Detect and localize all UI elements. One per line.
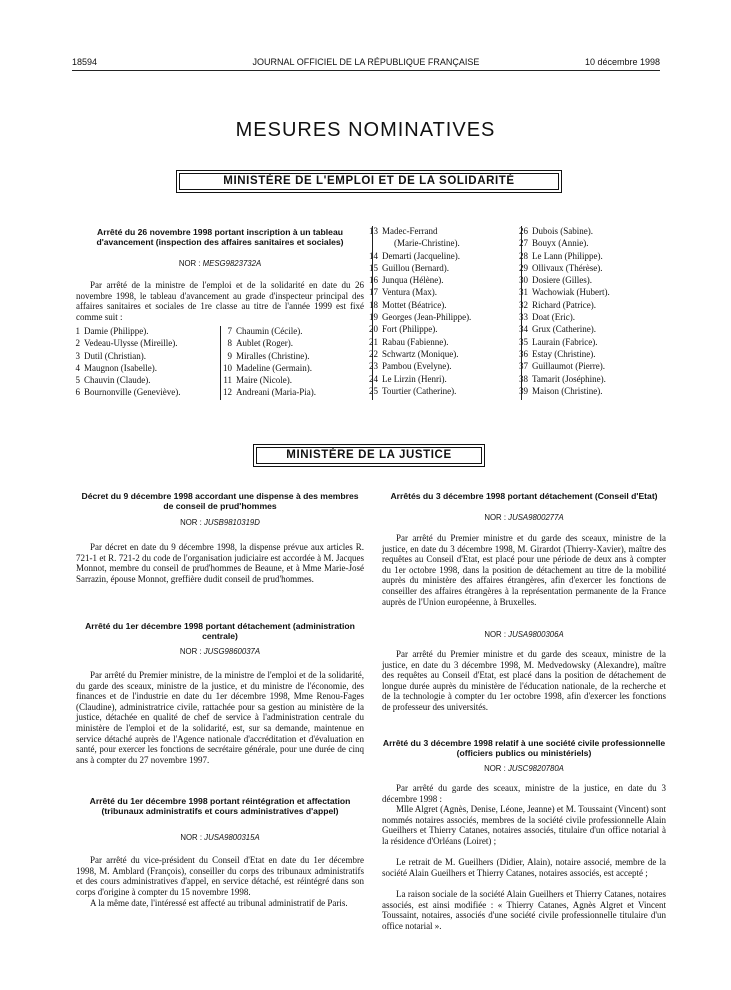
rank-number: 10	[223, 362, 232, 373]
rank-number: 6	[75, 387, 80, 398]
list-item	[64, 374, 214, 386]
list-item	[216, 337, 366, 349]
person-name: Dubois (Sabine).	[532, 226, 593, 236]
list-item	[64, 362, 214, 374]
person-name: Rabau (Fabienne).	[382, 336, 449, 347]
person-name: Le Lirzin (Henri).	[382, 373, 447, 384]
person-name: Tourtier (Catherine).	[382, 385, 457, 396]
article-title: Arrêté du 1er décembre 1998 portant réintégration et affectation (tribunaux administratifs et cours administratives d'appel)	[89, 796, 351, 816]
list-item	[362, 360, 512, 372]
article-title: Décret du 9 décembre 1998 accordant une dispense à des membres de conseil de prud'hommes	[81, 491, 359, 511]
list-item	[512, 286, 672, 298]
nor-reference: NOR : JUSA9800306A	[484, 630, 564, 639]
person-name: Madec-Ferrand	[382, 226, 438, 236]
rank-number: 28	[519, 250, 528, 261]
person-name: Tamarit (Joséphine).	[532, 373, 606, 384]
list-item	[362, 274, 512, 286]
journal-title: JOURNAL OFFICIEL DE LA RÉPUBLIQUE FRANÇAISE	[252, 57, 480, 67]
rank-number: 16	[369, 275, 378, 286]
list-item	[362, 286, 512, 298]
article-paragraph: La raison sociale de la société Alain Gueilhers et Thierry Catanes, notaires associés, est ainsi modifiée : « Thierry Catanes, Agnès Algret et Vincent Toussaint, notaires, associés d'une société civile professionnelle titulaire d'un office notarial ».	[382, 889, 666, 931]
person-name: Demarti (Jacqueline).	[382, 250, 460, 261]
person-name: Bournonville (Geneviève).	[84, 387, 181, 398]
person-name: Dosiere (Gilles).	[532, 275, 592, 286]
list-item	[362, 237, 512, 249]
rank-number: 1	[75, 326, 80, 336]
rank-number: 25	[369, 385, 378, 396]
rank-number: 23	[369, 361, 378, 372]
list-item	[362, 311, 512, 323]
article-title: Arrêté du 1er décembre 1998 portant détachement (administration centrale)	[85, 621, 355, 641]
nor-reference: NOR : JUSC9820780A	[484, 764, 564, 773]
rank-number: 31	[519, 287, 528, 298]
list-item	[512, 360, 672, 372]
list-item	[362, 225, 512, 237]
list-item	[512, 336, 672, 348]
person-name: Aublet (Roger).	[236, 338, 293, 349]
person-name: Laurain (Fabrice).	[532, 336, 598, 347]
person-name: Doat (Eric).	[532, 312, 575, 323]
person-name: Damie (Philippe).	[84, 326, 149, 336]
page-number: 18594	[72, 57, 98, 67]
rank-number: 2	[75, 338, 80, 349]
article-paragraph: Le retrait de M. Gueilhers (Didier, Alain), notaire associé, membre de la société Alain Gueilhers et Thierry Catanes, notaires associés, est accepté ;	[382, 857, 666, 878]
list-item	[64, 337, 214, 349]
list-item	[512, 373, 672, 385]
person-name: Mottet (Béatrice).	[382, 299, 447, 310]
person-name: Richard (Patrice).	[532, 299, 596, 310]
list-item	[512, 385, 672, 397]
article-paragraph: Par arrêté du Premier ministre, de la ministre de l'emploi et de la solidarité, du garde des sceaux, ministre de la justice, et du ministre de l'économie, des finances et de l'industrie en date du 1er décembre 1998, Mme Renou-Fages (Claudine), administratrice civile, rattachée pour sa gestion au ministère de la justice, détachée en qualité de chef de service à l'administration centrale du ministère de l'emploi et de la solidarité, est, sur sa demande, maintenue en service détaché auprès de l'Agence nationale d'accréditation et d'évaluation en santé, pour exercer les fonctions de secrétaire générale, pour une durée de cinq ans à compter du 27 novembre 1997.	[76, 670, 364, 765]
nor-reference: NOR : JUSG9860037A	[179, 647, 261, 656]
list-item	[512, 274, 672, 286]
rank-number: 3	[75, 350, 80, 361]
rank-number: 24	[369, 373, 378, 384]
rank-number: 5	[75, 375, 80, 386]
list-item	[512, 323, 672, 335]
person-name: Vedeau-Ulysse (Mireille).	[84, 338, 178, 349]
nor-reference: NOR : JUSB9810319D	[180, 518, 260, 527]
rank-number: 19	[369, 312, 378, 323]
rank-number: 13	[369, 226, 378, 236]
person-name: Guillou (Bernard).	[382, 262, 449, 273]
person-name: Schwartz (Monique).	[382, 348, 459, 359]
article-paragraph: Par arrêté du Premier ministre et du garde des sceaux, ministre de la justice, en date du 3 décembre 1998, M. Girardot (Thierry-Xavier), maître des requêtes au Conseil d'Etat, est placé pour une période de deux ans à compter du 1er octobre 1998, dans la position de détachement au titre de la mobilité auprès du ministère des affaires étrangères, afin d'exercer les fonctions de conseiller des affaires étrangères à la représentation permanente de la France auprès de l'Union européenne, à Bruxelles.	[382, 533, 666, 607]
article-title: Arrêté du 26 novembre 1998 portant inscription à un tableau d'avancement (inspection des affaires sanitaires et sociales)	[96, 227, 344, 247]
article-paragraph: Mlle Algret (Agnès, Denise, Léone, Jeanne) et M. Toussaint (Vincent) sont nommés notaires associés, membres de la société civile professionnelle Alain Gueilhers et Thierry Catanes, notaires associés, titulaire d'un office notarial à la résidence d'Orléans (Loiret) ;	[382, 804, 666, 846]
rank-number: 17	[369, 287, 378, 298]
ministry-justice-heading: MINISTÈRE DE LA JUSTICE	[253, 444, 485, 467]
person-name: Estay (Christine).	[532, 348, 596, 359]
rank-number: 11	[223, 375, 232, 386]
person-name: Georges (Jean-Philippe).	[382, 312, 472, 323]
list-item	[64, 350, 214, 362]
person-name: Andreani (Maria-Pia).	[236, 387, 316, 398]
person-name: Ollivaux (Thérèse).	[532, 262, 603, 273]
running-header	[72, 57, 660, 71]
rank-number: 37	[519, 361, 528, 372]
list-item	[512, 237, 672, 249]
person-name: Chaumin (Cécile).	[236, 326, 303, 336]
rank-number: 27	[519, 238, 528, 249]
rank-number: 26	[519, 226, 528, 236]
rank-number: 38	[519, 373, 528, 384]
rank-number: 18	[369, 299, 378, 310]
article-paragraph: A la même date, l'intéressé est affecté au tribunal administratif de Paris.	[90, 898, 348, 908]
list-item	[512, 262, 672, 274]
list-item	[216, 362, 366, 374]
list-item	[512, 225, 672, 237]
list-item	[512, 348, 672, 360]
rank-number: 8	[227, 338, 232, 349]
person-name: Maugnon (Isabelle).	[84, 362, 157, 373]
list-item	[512, 299, 672, 311]
person-name: Maire (Nicole).	[236, 375, 292, 386]
list-item	[512, 250, 672, 262]
rank-number: 33	[519, 312, 528, 323]
person-name: Bouyx (Annie).	[532, 238, 589, 249]
article-title: Arrêté du 3 décembre 1998 relatif à une société civile professionnelle (officiers publics ou ministériels)	[382, 738, 666, 758]
person-name: Maison (Christine).	[532, 385, 603, 396]
header-rule	[72, 70, 660, 71]
person-name: Guillaumot (Pierre).	[532, 361, 605, 372]
list-item	[362, 250, 512, 262]
list-item	[216, 350, 366, 362]
list-item	[362, 262, 512, 274]
person-name: Fort (Philippe).	[382, 324, 438, 335]
article-paragraph: Par arrêté de la ministre de l'emploi et de la solidarité en date du 26 novembre 1998, le tableau d'avancement au grade d'inspecteur principal des affaires sanitaires et sociales de 1re classe au titre de l'année 1999 est fixé comme suit :	[76, 280, 364, 322]
list-item	[362, 336, 512, 348]
rank-number: 20	[369, 324, 378, 335]
person-name: Wachowiak (Hubert).	[532, 287, 610, 298]
rank-number: 39	[519, 385, 528, 396]
article-paragraph: Par arrêté du vice-président du Conseil d'Etat en date du 1er décembre 1998, M. Amblard (François), conseiller du corps des tribunaux administratifs et des cours administratives d'appel, en service détaché, est réintégré dans son corps d'origine à compter du 15 novembre 1998.	[76, 855, 364, 897]
promotion-list-col3	[362, 225, 512, 397]
list-item	[362, 373, 512, 385]
rank-number: 14	[369, 250, 378, 261]
rank-number: 30	[519, 275, 528, 286]
rank-number: 15	[369, 262, 378, 273]
page-title: MESURES NOMINATIVES	[235, 119, 496, 141]
rank-number: 22	[369, 348, 378, 359]
person-name: Pambou (Evelyne).	[382, 361, 452, 372]
promotion-list-col1	[64, 325, 214, 399]
list-item	[362, 299, 512, 311]
person-name: Junqua (Hélène).	[382, 275, 444, 286]
person-name: Grux (Catherine).	[532, 324, 596, 335]
list-item	[362, 385, 512, 397]
person-name: Le Lann (Philippe).	[532, 250, 603, 261]
rank-number: 12	[223, 387, 232, 398]
promotion-list-col2	[216, 325, 366, 399]
list-item	[216, 386, 366, 398]
ministry-emploi-heading: MINISTÈRE DE L'EMPLOI ET DE LA SOLIDARITÉ	[176, 170, 562, 193]
article-paragraph: Par arrêté du garde des sceaux, ministre de la justice, en date du 3 décembre 1998 :	[382, 783, 666, 804]
person-name: Dutil (Christian).	[84, 350, 146, 361]
nor-reference: NOR : JUSA9800277A	[484, 513, 564, 522]
person-name: Miralles (Christine).	[236, 350, 310, 361]
rank-number: 4	[75, 362, 80, 373]
list-item	[362, 323, 512, 335]
article-title: Arrêtés du 3 décembre 1998 portant détachement (Conseil d'Etat)	[390, 491, 658, 501]
list-item	[216, 325, 366, 337]
issue-date: 10 décembre 1998	[584, 57, 660, 67]
list-item	[512, 311, 672, 323]
rank-number: 32	[519, 299, 528, 310]
rank-number: 29	[519, 262, 528, 273]
person-name: Madeline (Germain).	[236, 362, 312, 373]
rank-number: 7	[227, 326, 232, 336]
rank-number: 9	[227, 350, 232, 361]
article-paragraph: Par arrêté du Premier ministre et du garde des sceaux, ministre de la justice, en date du 3 décembre 1998, M. Medvedowsky (Alexandre), maître des requêtes au Conseil d'Etat, est placé dans la position de détachement de longue durée auprès du ministère de l'éducation nationale, de la recherche et de la technologie à compter du 1er octobre 1998, afin d'exercer les fonctions de professeur des universités.	[382, 649, 666, 712]
person-name: Ventura (Max).	[382, 287, 437, 298]
list-item	[64, 325, 214, 337]
list-item	[64, 386, 214, 398]
list-item	[216, 374, 366, 386]
nor-reference: NOR : JUSA9800315A	[180, 833, 260, 842]
person-name: (Marie-Christine).	[394, 238, 460, 249]
nor-reference: NOR : MESG9823732A	[178, 259, 262, 268]
person-name: Chauvin (Claude).	[84, 375, 151, 386]
rank-number: 35	[519, 336, 528, 347]
rank-number: 21	[369, 336, 378, 347]
list-item	[362, 348, 512, 360]
promotion-list-col4	[512, 225, 672, 397]
rank-number: 34	[519, 324, 528, 335]
article-paragraph: Par décret en date du 9 décembre 1998, la dispense prévue aux articles R. 721-1 et R. 721-2 du code de l'organisation judiciaire est accordée à M. Jacques Monnot, membre du conseil de prud'hommes de Beaune, et à Mme Marie-José Sarrazin, épouse Monnot, greffière dudit conseil de prud'hommes.	[76, 542, 364, 584]
rank-number: 36	[519, 348, 528, 359]
